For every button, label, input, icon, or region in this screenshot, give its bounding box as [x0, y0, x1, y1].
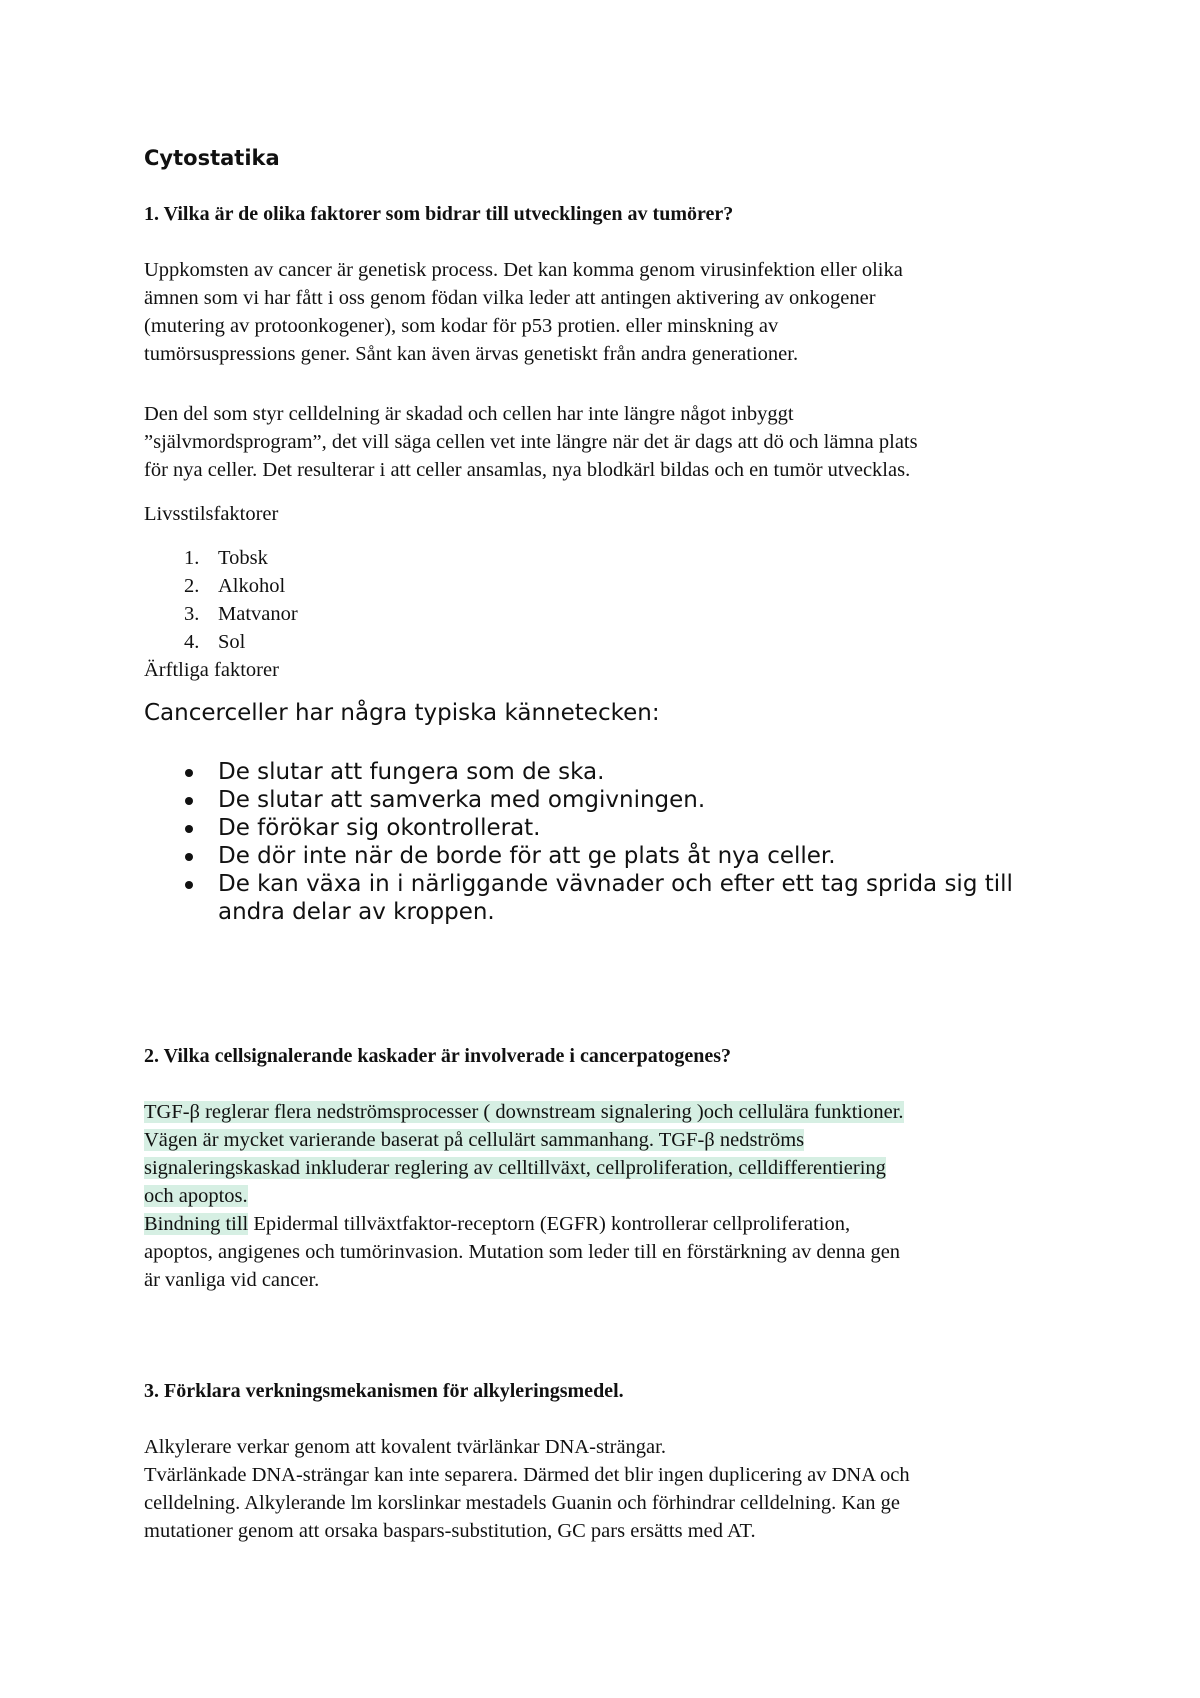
highlighted-text: och apoptos. [144, 1185, 248, 1207]
text-line: mutationer genom att orsaka baspars-substitution, GC pars ersätts med AT. [144, 1520, 756, 1542]
text-line: Tvärlänkade DNA-strängar kan inte separera. Därmed det blir ingen duplicering av DNA och [144, 1464, 910, 1486]
text-line: är vanliga vid cancer. [144, 1269, 320, 1291]
text-line: Den del som styr celldelning är skadad och cellen har inte längre något inbyggt [144, 403, 794, 425]
document-title: Cytostatika [144, 146, 280, 170]
list-item: 4. Sol [184, 631, 246, 653]
bullet-icon [185, 853, 193, 861]
bullet-icon [185, 797, 193, 805]
list-item: 2. Alkohol [184, 575, 286, 597]
hereditary-label: Ärftliga faktorer [144, 659, 279, 681]
text-line: ”självmordsprogram”, det vill säga cellen vet inte längre när det är dags att dö och lämna plats [144, 431, 918, 453]
hallmarks-list [144, 758, 1013, 926]
text-line: Uppkomsten av cancer är genetisk process. Det kan komma genom virusinfektion eller olika [144, 259, 903, 281]
text-line: (mutering av protoonkogener), som kodar för p53 protien. eller minskning av [144, 315, 779, 337]
list-item: De förökar sig okontrollerat. [144, 814, 1013, 842]
highlighted-text: TGF-β reglerar flera nedströmsprocesser ( downstream signalering )och cellulära funktioner. [144, 1101, 904, 1123]
highlighted-text: Bindning till [144, 1213, 249, 1235]
lifestyle-label: Livsstilsfaktorer [144, 503, 279, 525]
text-span: Epidermal tillväxtfaktor-receptorn (EGFR) kontrollerar cellproliferation, [248, 1213, 851, 1235]
text-line: apoptos, angigenes och tumörinvasion. Mutation som leder till en förstärkning av denna gen [144, 1241, 901, 1263]
bullet-icon [185, 825, 193, 833]
bullet-icon [185, 769, 193, 777]
list-item: De kan växa in i närliggande vävnader och efter ett tag sprida sig till andra delar av kroppen. [144, 870, 1013, 926]
q1-paragraph-2 [144, 400, 918, 484]
text-line: celldelning. Alkylerande lm korslinkar mestadels Guanin och förhindrar celldelning. Kan ge [144, 1492, 900, 1514]
list-item: De slutar att fungera som de ska. [144, 758, 1013, 786]
question-2-heading: 2. Vilka cellsignalerande kaskader är involverade i cancerpatogenes? [144, 1045, 732, 1067]
bullet-icon [185, 881, 193, 889]
question-1-heading: 1. Vilka är de olika faktorer som bidrar till utvecklingen av tumörer? [144, 203, 734, 225]
question-3-heading: 3. Förklara verkningsmekanismen för alkyleringsmedel. [144, 1380, 624, 1402]
list-item: 1. Tobsk [184, 547, 268, 569]
list-item: De slutar att samverka med omgivningen. [144, 786, 1013, 814]
text-line: tumörsuspressions gener. Sånt kan även ärvas genetiskt från andra generationer. [144, 343, 799, 365]
list-item: 3. Matvanor [184, 603, 298, 625]
q1-paragraph-1 [144, 256, 903, 368]
lifestyle-list [144, 544, 298, 656]
q3-paragraph [144, 1433, 910, 1545]
highlighted-text: signaleringskaskad inkluderar reglering av celltillväxt, cellproliferation, celldifferentiering [144, 1157, 886, 1179]
list-item: De dör inte när de borde för att ge plats åt nya celler. [144, 842, 1013, 870]
text-line: för nya celler. Det resulterar i att celler ansamlas, nya blodkärl bildas och en tumör utvecklas. [144, 459, 911, 481]
text-line: ämnen som vi har fått i oss genom födan vilka leder att antingen aktivering av onkogener [144, 287, 876, 309]
hallmarks-intro: Cancerceller har några typiska kännetecken: [144, 700, 660, 726]
text-line: Alkylerare verkar genom att kovalent tvärlänkar DNA-strängar. [144, 1436, 666, 1458]
q2-paragraph [144, 1098, 904, 1294]
highlighted-text: Vägen är mycket varierande baserat på cellulärt sammanhang. TGF-β nedströms [144, 1129, 805, 1151]
